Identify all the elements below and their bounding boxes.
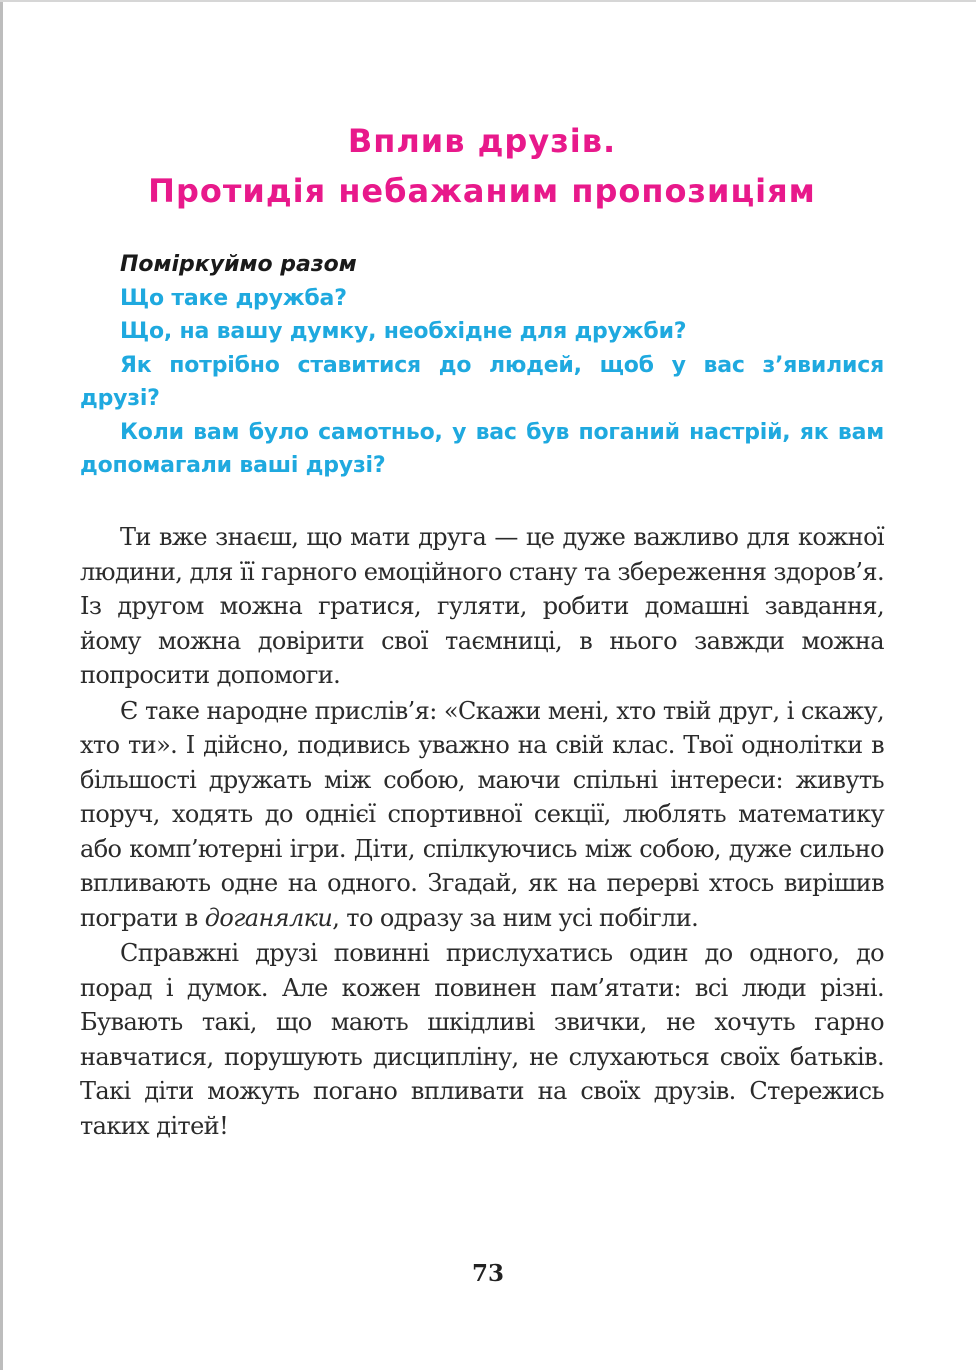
paragraph-3: Справжні друзі повинні прислухатись один до одного, до порад і думок. Але кожен повинен пам’ятати: всі люди різні. Бувають такі, що мають шкідливі звички, не хочуть гарно навчатися, порушують дисципліну, не слухаються своїх батьків. Такі діти можуть погано впливати на своїх друзів. Стережись таких дітей! bbox=[80, 939, 884, 1140]
discussion-question: Як потрібно ставитися до людей, щоб у вас з’явилися друзі? bbox=[80, 352, 884, 411]
discussion-question: Що таке дружба? bbox=[120, 285, 347, 311]
page-edge-left bbox=[0, 0, 3, 1370]
discussion-question: Що, на вашу думку, необхідне для дружби? bbox=[120, 319, 687, 344]
page-number: 73 bbox=[471, 1260, 504, 1287]
discussion-block bbox=[80, 248, 884, 483]
main-text bbox=[80, 520, 884, 1144]
discussion-question: Коли вам було самотньо, у вас був поганий настрій, як вам допомагали ваші друзі? bbox=[80, 419, 884, 478]
page-title-line-1: Вплив друзів. bbox=[347, 122, 617, 160]
paragraph-2-italic-word: доганялки bbox=[204, 903, 333, 932]
page-title-line-2: Протидія небажаним пропозиціям bbox=[148, 172, 816, 210]
page-edge-top bbox=[0, 0, 976, 2]
paragraph-1: Ти вже знаєш, що мати друга — це дуже важливо для кожної людини, для її гарного емоційного стану та збереження здоров’я. Із другом можна гратися, гуляти, робити домашні завдання, йому можна довірити свої таємниці, в нього завжди можна попросити допомоги. bbox=[80, 523, 884, 689]
paragraph-2-end: , то одразу за ним усі побігли. bbox=[332, 903, 699, 932]
paragraph-2 bbox=[80, 694, 884, 936]
discussion-heading: Поміркуймо разом bbox=[120, 252, 357, 277]
paragraph-2-start: Є таке народне прислів’я: «Скажи мені, хто твій друг, і скажу, хто ти». І дійсно, подивись уважно на свій клас. Твої однолітки в більшості дружать між собою, маючи спільні інтереси: живуть поруч, ходять до однієї спортивної секції, люблять математику або комп’ютерні ігри. Діти, спілкуючись між собою, дуже сильно впливають одне на одного. Згадай, як на перерві хтось вирішив пограти в bbox=[80, 696, 884, 932]
